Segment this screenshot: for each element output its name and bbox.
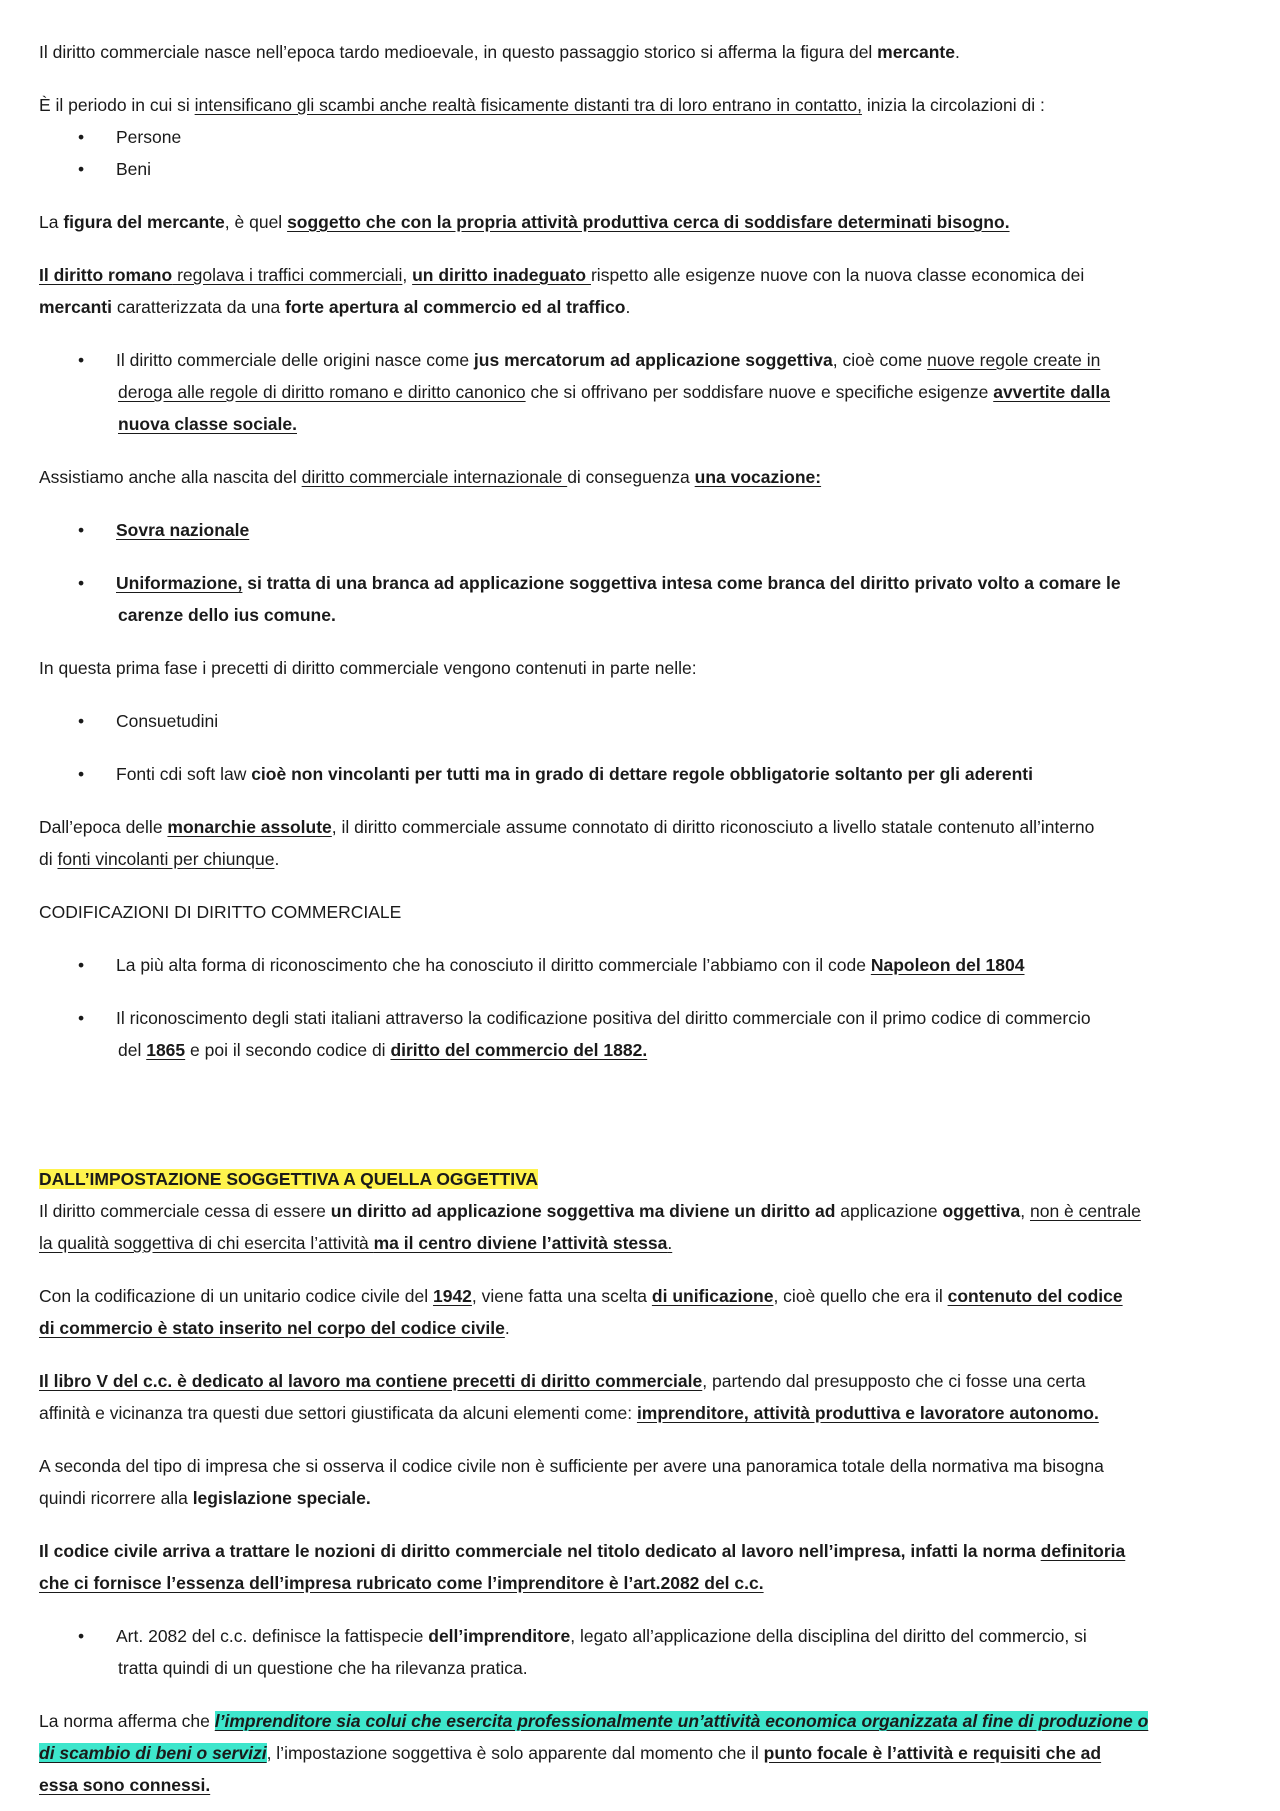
bullet-icon: •	[78, 1008, 85, 1028]
list-item: • Art. 2082 del c.c. definisce la fattispecie dell’imprenditore, legato all’applicazione della disciplina del diritto del commercio, si tratta quindi di un questione che ha rilevanza pratica.	[39, 1620, 1242, 1684]
list-item: • Fonti cdi soft law cioè non vincolanti per tutti ma in grado di dettare regole obbligatorie soltanto per gli aderenti	[39, 758, 1242, 790]
list-item: • Il riconoscimento degli stati italiani attraverso la codificazione positiva del diritto commerciale con il primo codice di commercio del 1865 e poi il secondo codice di diritto del commercio del 1882.	[39, 1002, 1242, 1066]
paragraph-trade-period: È il periodo in cui si intensificano gli scambi anche realtà fisicamente distanti tra di loro entrano in contatto, inizia la circolazioni di :	[39, 95, 1045, 115]
paragraph-first-phase: In questa prima fase i precetti di diritto commerciale vengono contenuti in parte nelle:	[39, 658, 697, 678]
list-item: • Il diritto commerciale delle origini nasce come jus mercatorum ad applicazione soggettiva, cioè come nuove regole create in deroga alle regole di diritto romano e diritto canonico che si offrivano per soddisfare nuove e specifiche esigenze avvertite dalla nuova classe sociale.	[39, 344, 1242, 440]
bullet-icon: •	[78, 1626, 85, 1646]
art-2082-list	[39, 1620, 1242, 1684]
paragraph-merchant: La figura del mercante, è quel soggetto che con la propria attività produttiva cerca di soddisfare determinati bisogno.	[39, 212, 1010, 232]
spacer	[39, 1087, 1242, 1163]
paragraph-origins: Il diritto commerciale nasce nell’epoca tardo medioevale, in questo passaggio storico si afferma la figura del mercante.	[39, 42, 960, 62]
bullet-icon: •	[78, 350, 85, 370]
circulation-list	[39, 121, 1242, 185]
codifications-list	[39, 949, 1242, 1066]
list-item: • La più alta forma di riconoscimento che ha conosciuto il diritto commerciale l’abbiamo con il code Napoleon del 1804	[39, 949, 1242, 981]
paragraph-civil-code-1942: Con la codificazione di un unitario codice civile del 1942, viene fatta una scelta di unificazione, cioè quello che era il contenuto del codice di commercio è stato inserito nel corpo del codice civile.	[39, 1286, 1123, 1338]
paragraph-book-v: Il libro V del c.c. è dedicato al lavoro ma contiene precetti di diritto commerciale, partendo dal presupposto che ci fosse una certa affinità e vicinanza tra questi due settori giustificata da alcuni elementi come: imprenditore, attività produttiva e lavoratore autonomo.	[39, 1371, 1099, 1423]
paragraph-roman-law: Il diritto romano regolava i traffici commerciali, un diritto inadeguato rispetto alle esigenze nuove con la nuova classe economica dei mercanti caratterizzata da una forte apertura al commercio ed al traffico.	[39, 265, 1085, 317]
paragraph-special-legislation: A seconda del tipo di impresa che si osserva il codice civile non è sufficiente per avere una panoramica totale della normativa ma bisogna quindi ricorrere alla legislazione speciale.	[39, 1456, 1104, 1508]
bullet-icon: •	[78, 573, 85, 593]
paragraph-norm-definition: La norma afferma che l’imprenditore sia colui che esercita professionalmente un’attività economica organizzata al fine di produzione o di scambio di beni o servizi, l’impostazione soggettiva è solo apparente dal momento che il punto focale è l’attività e requisiti che ad essa sono connessi.	[39, 1711, 1149, 1795]
bullet-icon: •	[78, 955, 85, 975]
section-heading: DALL’IMPOSTAZIONE SOGGETTIVA A QUELLA OGGETTIVA	[39, 1169, 539, 1189]
bullet-icon: •	[78, 159, 85, 179]
list-item: • Beni	[39, 153, 1242, 185]
paragraph-monarchies: Dall’epoca delle monarchie assolute, il diritto commerciale assume connotato di diritto riconosciuto a livello statale contenuto all’interno di fonti vincolanti per chiunque.	[39, 817, 1095, 869]
sources-list	[39, 705, 1242, 790]
list-item: • Uniformazione, si tratta di una branca ad applicazione soggettiva intesa come branca del diritto privato volto a comare le carenze dello ius comune.	[39, 567, 1242, 631]
bullet-icon: •	[78, 520, 85, 540]
list-item: • Consuetudini	[39, 705, 1242, 737]
paragraph-art-2082: Il codice civile arriva a trattare le nozioni di diritto commerciale nel titolo dedicato al lavoro nell’impresa, infatti la norma definitoria che ci fornisce l’essenza dell’impresa rubricato come l’imprenditore è l’art.2082 del c.c.	[39, 1541, 1126, 1593]
paragraph-international: Assistiamo anche alla nascita del diritto commerciale internazionale di conseguenza una vocazione:	[39, 467, 822, 487]
vocation-list	[39, 514, 1242, 631]
section-title-codifications: CODIFICAZIONI DI DIRITTO COMMERCIALE	[39, 902, 402, 922]
bullet-icon: •	[78, 711, 85, 731]
bullet-icon: •	[78, 764, 85, 784]
bullet-icon: •	[78, 127, 85, 147]
list-item: • Sovra nazionale	[39, 514, 1242, 546]
list-item: • Persone	[39, 121, 1242, 153]
jus-mercatorum-list	[39, 344, 1242, 440]
paragraph-objective: Il diritto commerciale cessa di essere un diritto ad applicazione soggettiva ma diviene un diritto ad applicazione oggettiva, non è centrale la qualità soggettiva di chi esercita l’attività ma il centro diviene l’attività stessa.	[39, 1201, 1141, 1253]
